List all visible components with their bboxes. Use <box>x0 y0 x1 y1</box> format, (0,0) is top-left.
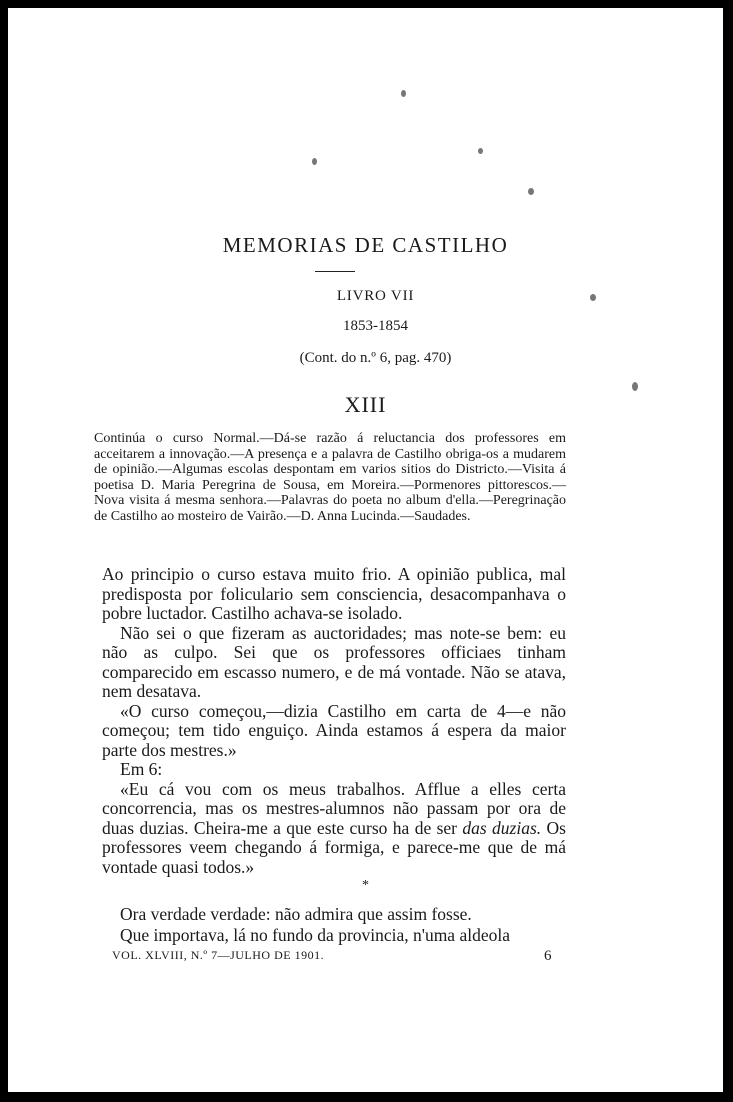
paragraph: Ao principio o curso estava muito frio. A opinião publica, mal predisposta por foliculario sem consciencia, desacompanhava o pobre luctador. Castilho achava-se isolado. <box>102 564 566 623</box>
chapter-summary: Continúa o curso Normal.—Dá-se razão á reluctancia dos professores em acceitarem a innovação.—A presença e a palavra de Castilho obriga-os a mudarem de opinião.—Algumas escolas despontam em varios sitios do Districto.—Visita á poetisa D. Maria Peregrina de Sousa, em Moreira.—Pormenores pittorescos.—Nova visita á mesma senhora.—Palavras do poeta no album d'ella.—Peregrinação de Castilho ao mosteiro de Vairão.—D. Anna Lucinda.—Saudades. <box>94 431 566 524</box>
quote-text: Os professores veem chegando á formiga, e parece-me que de má vontade quasi todos.» <box>102 817 566 877</box>
section-separator: * <box>362 878 369 893</box>
chapter-number: XIII <box>344 392 387 417</box>
closing-text <box>102 904 566 946</box>
paragraph: Que importava, lá no fundo da provincia, n'uma aldeola <box>120 925 510 945</box>
title-divider <box>315 271 355 272</box>
page <box>8 8 723 1092</box>
quote-italic: das duzias. <box>462 817 542 838</box>
paragraph: Em 6: <box>120 759 163 779</box>
volume-info: VOL. XLVIII, N.º 7—JULHO DE 1901. <box>112 948 325 962</box>
paragraph: «O curso começou,—dizia Castilho em carta de 4—e não começou; tem tido enguiço. Ainda estamos á espera da maior parte dos mestres.» <box>102 700 566 760</box>
quoted-letter <box>102 780 566 878</box>
print-speck <box>478 148 483 154</box>
print-speck <box>401 90 406 97</box>
paragraph: Não sei o que fizeram as auctoridades; mas note-se bem: eu não as culpo. Sei que os professores officiaes tinham comparecido em escasso numero, e de má vontade. Não se atava, nem desatava. <box>102 622 566 701</box>
continuation-note: (Cont. do n.º 6, pag. 470) <box>299 350 452 366</box>
page-footer <box>112 948 552 963</box>
years: 1853-1854 <box>343 318 408 334</box>
print-speck <box>632 382 638 391</box>
paragraph: Ora verdade verdade: não admira que assim fosse. <box>120 904 472 924</box>
signature-mark: 6 <box>544 948 552 964</box>
quote-text: «Eu cá vou com os meus trabalhos. Afflue a elles certa concorrencia, mas os mestres-alumnos não passam por ora de duas duzias. Cheira-me a que este curso ha de ser <box>102 778 566 838</box>
body-text <box>102 565 566 877</box>
print-speck <box>528 188 534 195</box>
print-speck <box>312 158 317 165</box>
page-title: MEMORIAS DE CASTILHO <box>222 233 509 257</box>
book-number: LIVRO VII <box>336 288 415 304</box>
